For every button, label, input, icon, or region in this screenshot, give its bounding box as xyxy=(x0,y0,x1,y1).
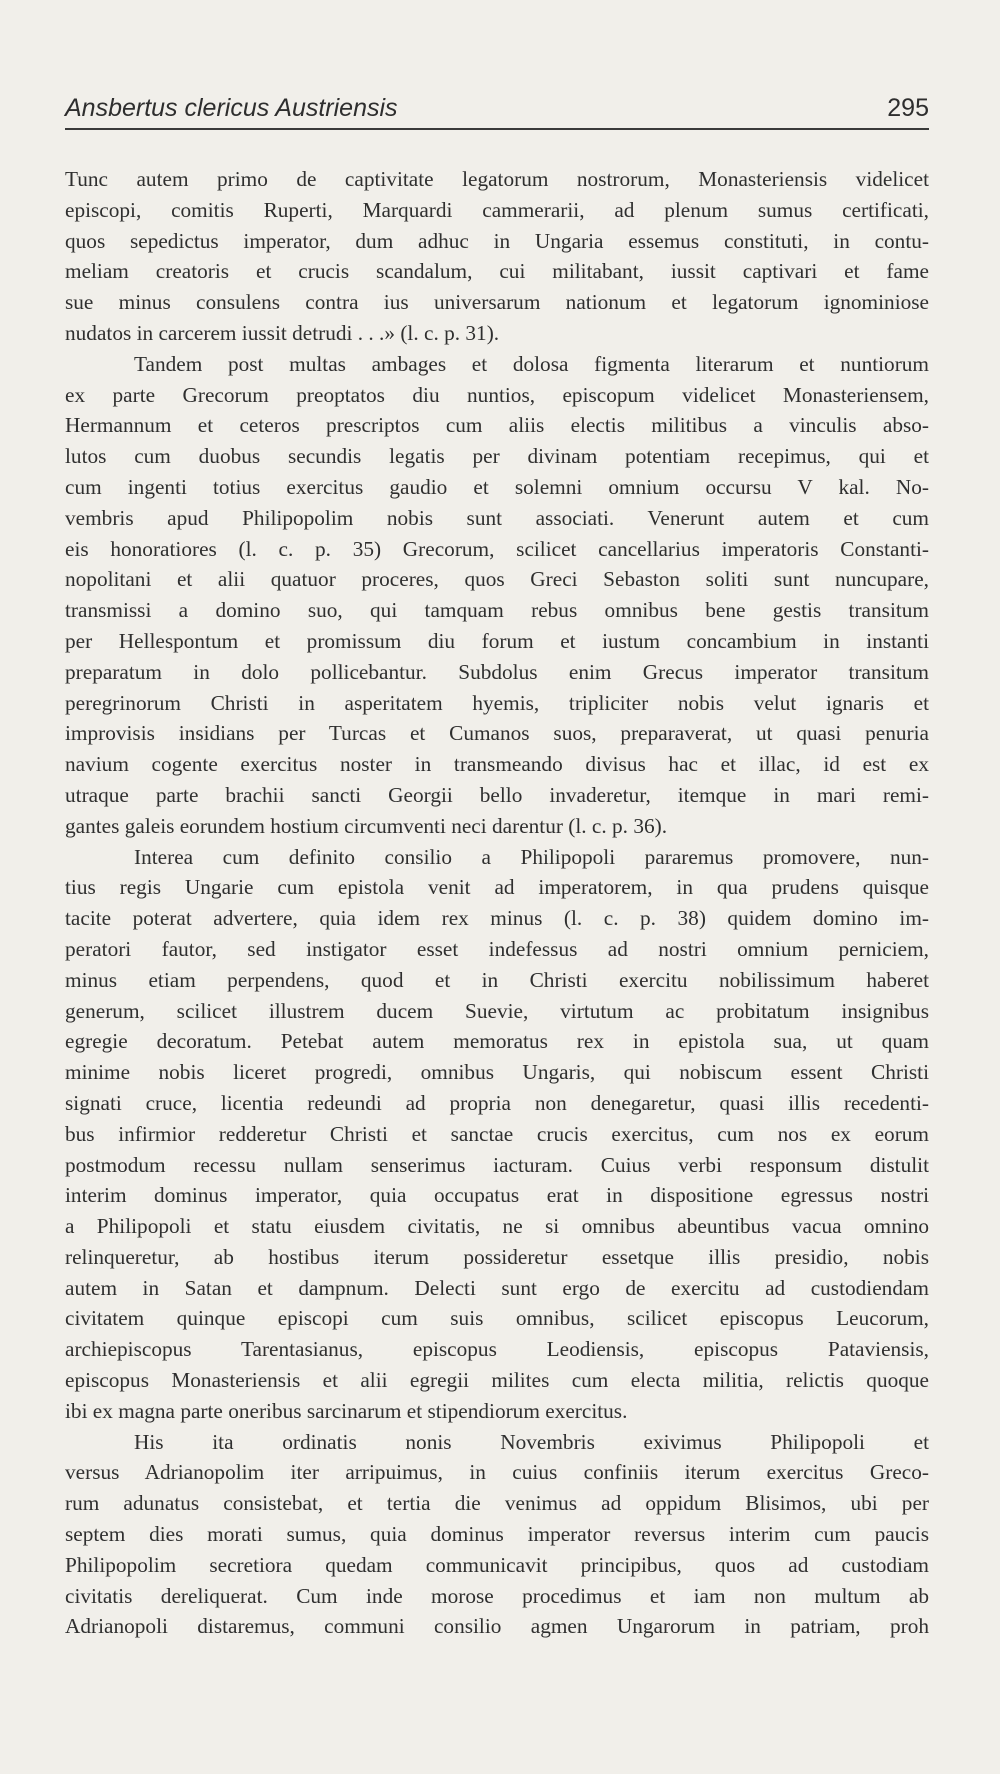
text-line: meliam creatoris et crucis scandalum, cui militabant, iussit captivari et fame xyxy=(65,259,929,284)
text-line: a Philipopoli et statu eiusdem civitatis, ne si omnibus abeuntibus vacua omnino xyxy=(65,1214,929,1239)
page-number: 295 xyxy=(887,94,929,122)
text-line: Adrianopoli distaremus, communi consilio agmen Ungarorum in patriam, proh xyxy=(65,1614,929,1639)
text-line: nudatos in carcerem iussit detrudi . . .» (l. c. p. 31). xyxy=(65,320,500,345)
text-line: episcopi, comitis Ruperti, Marquardi cammerarii, ad plenum sumus certificati, xyxy=(65,197,929,222)
text-line: tacite poterat advertere, quia idem rex minus (l. c. p. 38) quidem domino im- xyxy=(65,906,929,931)
text-line: Philipopolim secretiora quedam communicavit principibus, quos ad custodiam xyxy=(65,1552,929,1577)
text-line: lutos cum duobus secundis legatis per divinam potentiam recepimus, qui et xyxy=(65,444,929,469)
text-line: minus etiam perpendens, quod et in Christi exercitu nobilissimum haberet xyxy=(65,967,929,992)
text-line: improvisis insidians per Turcas et Cumanos suos, preparaverat, ut quasi penuria xyxy=(65,721,929,746)
text-line: autem in Satan et dampnum. Delecti sunt ergo de exercitu ad custodiendam xyxy=(65,1275,929,1300)
text-line: per Hellespontum et promissum diu forum et iustum concambium in instanti xyxy=(65,628,929,653)
text-line: versus Adrianopolim iter arripuimus, in cuius confiniis iterum exercitus Greco- xyxy=(65,1460,929,1485)
text-line: nopolitani et alii quatuor proceres, quos Greci Sebaston soliti sunt nuncupare, xyxy=(65,567,929,592)
text-line: sue minus consulens contra ius universarum nationum et legatorum ignominiose xyxy=(65,290,929,315)
text-line: civitatis dereliquerat. Cum inde morose procedimus et iam non multum ab xyxy=(65,1583,929,1608)
text-line: signati cruce, licentia redeundi ad propria non denegaretur, quasi illis recedenti- xyxy=(65,1090,929,1115)
text-line: tius regis Ungarie cum epistola venit ad imperatorem, in qua prudens quisque xyxy=(65,875,929,900)
text-line: quos sepedictus imperator, dum adhuc in Ungaria essemus constituti, in contu- xyxy=(65,228,929,253)
text-line: generum, scilicet illustrem ducem Suevie, virtutum ac probitatum insignibus xyxy=(65,998,929,1023)
text-line: rum adunatus consistebat, et tertia die venimus ad oppidum Blisimos, ubi per xyxy=(65,1491,929,1516)
paragraph-first-line: Interea cum definito consilio a Philipopoli pararemus promovere, nun- xyxy=(134,844,929,869)
text-line: peregrinorum Christi in asperitatem hyemis, tripliciter nobis velut ignaris et xyxy=(65,690,929,715)
text-line: eis honoratiores (l. c. p. 35) Grecorum, scilicet cancellarius imperatoris Constanti- xyxy=(65,536,929,561)
text-line: postmodum recessu nullam senserimus iacturam. Cuius verbi responsum distulit xyxy=(65,1152,929,1177)
text-line: Hermannum et ceteros prescriptos cum aliis electis militibus a vinculis abso- xyxy=(65,413,929,438)
text-line: Tunc autem primo de captivitate legatorum nostrorum, Monasteriensis videlicet xyxy=(65,167,929,191)
text-line: ibi ex magna parte oneribus sarcinarum et stipendiorum exercitus. xyxy=(65,1398,628,1423)
text-line: archiepiscopus Tarentasianus, episcopus Leodiensis, episcopus Pataviensis, xyxy=(65,1337,929,1362)
paragraph-first-line: His ita ordinatis nonis Novembris exivimus Philipopoli et xyxy=(134,1429,929,1454)
text-line: episcopus Monasteriensis et alii egregii milites cum electa militia, relictis quoque xyxy=(65,1368,929,1393)
paragraph-first-line: Tandem post multas ambages et dolosa figmenta literarum et nuntiorum xyxy=(134,351,929,376)
text-line: septem dies morati sumus, quia dominus imperator reversus interim cum paucis xyxy=(65,1522,929,1547)
page-header xyxy=(65,94,929,130)
text-line: gantes galeis eorundem hostium circumventi neci darentur (l. c. p. 36). xyxy=(65,813,668,838)
text-line: ex parte Grecorum preoptatos diu nuntios, episcopum videlicet Monasteriensem, xyxy=(65,382,929,407)
text-line: cum ingenti totius exercitus gaudio et solemni omnium occursu V kal. No- xyxy=(65,474,929,499)
text-line: vembris apud Philipopolim nobis sunt associati. Venerunt autem et cum xyxy=(65,505,929,530)
text-line: civitatem quinque episcopi cum suis omnibus, scilicet episcopus Leucorum, xyxy=(65,1306,929,1331)
text-line: interim dominus imperator, quia occupatus erat in dispositione egressus nostri xyxy=(65,1183,929,1208)
text-line: utraque parte brachii sancti Georgii bello invaderetur, itemque in mari remi- xyxy=(65,782,929,807)
body-text xyxy=(65,164,929,1642)
text-line: navium cogente exercitus noster in transmeando divisus hac et illac, id est ex xyxy=(65,752,929,777)
text-line: peratori fautor, sed instigator esset indefessus ad nostri omnium perniciem, xyxy=(65,936,929,961)
running-title: Ansbertus clericus Austriensis xyxy=(65,94,398,122)
text-line: relinqueretur, ab hostibus iterum possideretur essetque illis presidio, nobis xyxy=(65,1244,929,1269)
text-line: egregie decoratum. Petebat autem memoratus rex in epistola sua, ut quam xyxy=(65,1029,929,1054)
text-line: bus infirmior redderetur Christi et sanctae crucis exercitus, cum nos ex eorum xyxy=(65,1121,929,1146)
text-line: transmissi a domino suo, qui tamquam rebus omnibus bene gestis transitum xyxy=(65,598,929,623)
text-line: minime nobis liceret progredi, omnibus Ungaris, qui nobiscum essent Christi xyxy=(65,1060,929,1085)
text-line: preparatum in dolo pollicebantur. Subdolus enim Grecus imperator transitum xyxy=(65,659,929,684)
